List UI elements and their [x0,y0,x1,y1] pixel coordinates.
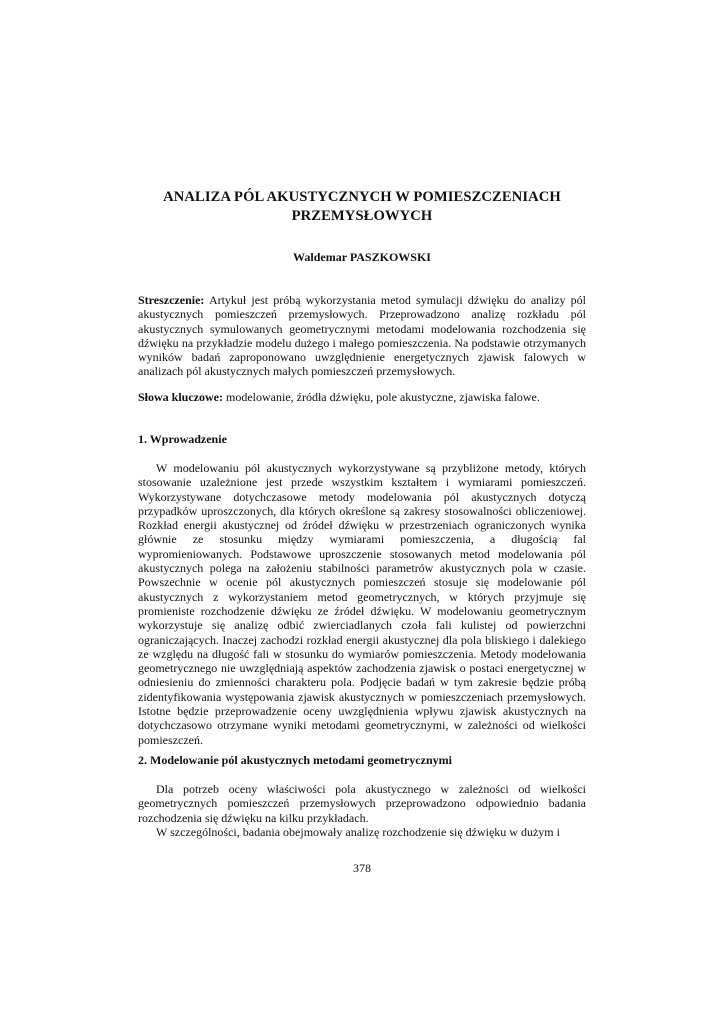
section-1-body [138,461,586,747]
page-number: 378 [353,861,371,875]
section-2-paragraph-2: W szczególności, badania obejmowały analizę rozchodzenie się dźwięku w dużym i [156,824,560,839]
abstract-label: Streszczenie: [138,293,205,307]
section-2-paragraph-1: Dla potrzeb oceny właściwości pola akustycznego w zależności od wielkości geometrycznych pomieszczeń przemysłowych przeprowadzono odpowiednio badania rozchodzenia się dźwięku na kilku przykładach. [138,782,586,825]
abstract [138,293,586,379]
keywords-text: modelowanie, źródła dźwięku, pole akustyczne, zjawiska falowe. [226,390,540,404]
author-name: Waldemar PASZKOWSKI [293,250,431,264]
keywords-label: Słowa kluczowe: [138,390,223,404]
keywords [138,390,586,404]
section-2-body [138,782,586,839]
title-line-1: ANALIZA PÓL AKUSTYCZNYCH W POMIESZCZENIACH [163,189,561,205]
title-line-2: PRZEMYSŁOWYCH [291,208,433,224]
paper-title [138,188,586,226]
section-1-heading: 1. Wprowadzenie [138,432,227,446]
section-2-heading: 2. Modelowanie pól akustycznych metodami geometrycznymi [138,753,452,767]
abstract-text: Artykuł jest próbą wykorzystania metod symulacji dźwięku do analizy pól akustycznych pomieszczeń przemysłowych. Przeprowadzono analizę rozkładu pól akustycznych symulowanych geometrycznymi metodami modelowania rozchodzenia się dźwięku na przykładzie modelu dużego i małego pomieszczenia. Na podstawie otrzymanych wyników badań zaproponowano uwzględnienie energetycznych zjawisk falowych w analizach pól akustycznych małych pomieszczeń przemysłowych. [138,293,586,379]
section-1-paragraph: W modelowaniu pól akustycznych wykorzystywane są przybliżone metody, których stosowanie uzależnione jest przede wszystkim kształtem i wymiarami pomieszczeń. Wykorzystywane dotychczasowe metody modelowania pól akustycznych dotyczą przypadków uproszczonych, dla których określone są zakresy stosowalności obliczeniowej. Rozkład energii akustycznej od źródeł dźwięku w przestrzeniach ograniczonych wynika głównie ze stosunku między wymiarami pomieszczenia, a długością fal wypromieniowanych. Podstawowe uproszczenie stosowanych metod modelowania pól akustycznych polega na założeniu stabilności parametrów akustycznych pola w czasie. Powszechnie w ocenie pól akustycznych pomieszczeń stosuje się modelowanie pól akustycznych z wykorzystaniem metod geometrycznych, w których przyjmuje się promieniste rozchodzenie dźwięku ze źródeł dźwięku. W modelowaniu geometrycznym wykorzystuje się analizę odbić zwierciadlanych czoła fali kulistej od powierzchni ograniczających. Inaczej zachodzi rozkład energii akustycznej dla pola bliskiego i dalekiego ze względu na długość fali w stosunku do wymiarów pomieszczenia. Metody modelowania geometrycznego nie uwzględniają aspektów zachodzenia zjawisk o postaci energetycznej w odniesieniu do zmienności charakteru pola. Podjęcie badań w tym zakresie będzie próbą zidentyfikowania występowania zjawisk akustycznych w pomieszczeniach przemysłowych. Istotne będzie przeprowadzenie oceny uwzględnienia wpływu zjawisk akustycznych na dotychczasowo otrzymane wyniki metodami geometrycznymi, w zależności od wielkości pomieszczeń. [138,461,586,747]
